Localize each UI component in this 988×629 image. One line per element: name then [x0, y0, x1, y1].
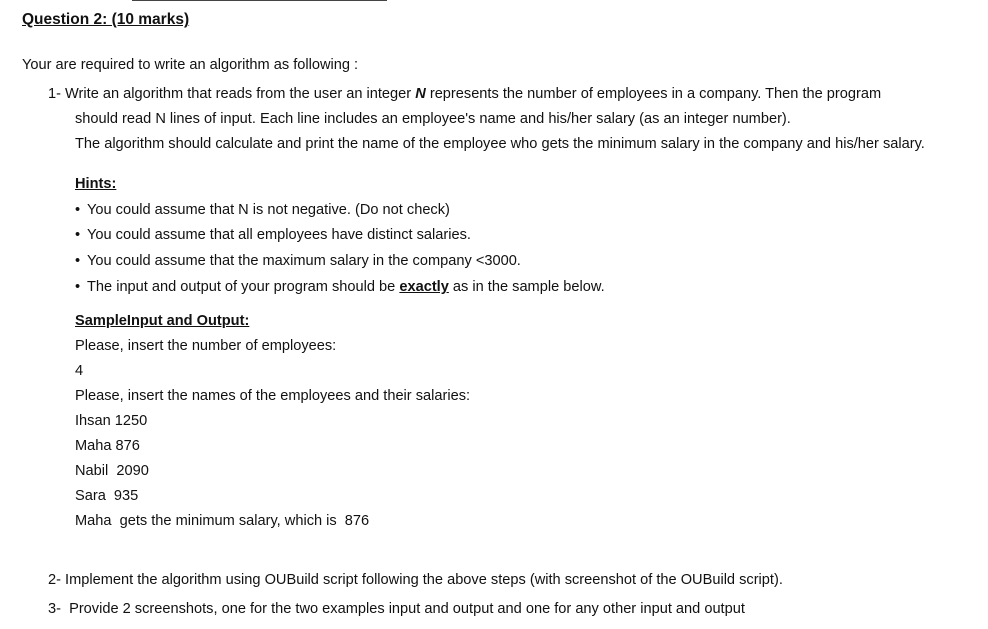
top-rule: [132, 0, 387, 1]
bullet-icon: •: [75, 253, 81, 269]
hint-item: • You could assume that all employees have distinct salaries.: [75, 227, 471, 243]
item1-line2: should read N lines of input. Each line includes an employee's name and his/her salary (as an integer number).: [75, 111, 791, 127]
bullet-icon: •: [75, 227, 81, 243]
item1-line1-before: Write an algorithm that reads from the user an integer: [65, 86, 412, 102]
item1-number: 1-: [48, 86, 61, 102]
sample-line: Maha gets the minimum salary, which is 876: [75, 513, 370, 529]
bullet-icon: •: [75, 279, 81, 295]
hint-item: • The input and output of your program should be exactly as in the sample below.: [75, 279, 605, 295]
item3-text: 3- Provide 2 screenshots, one for the two examples input and output and one for any other input and output: [48, 601, 745, 617]
sample-line: Ihsan 1250: [75, 413, 148, 429]
sample-line: Please, insert the number of employees:: [75, 338, 337, 354]
item1-var-n: N: [415, 86, 426, 102]
sample-line: Sara 935: [75, 488, 139, 504]
sample-line: Nabil 2090: [75, 463, 149, 479]
item1-line1-after: represents the number of employees in a company. Then the program: [429, 86, 882, 102]
hint-item: • You could assume that the maximum salary in the company <3000.: [75, 253, 521, 269]
emphasis-exactly: exactly: [399, 279, 449, 295]
hint-item: • You could assume that N is not negative. (Do not check): [75, 202, 450, 218]
intro-text: Your are required to write an algorithm as following :: [22, 57, 359, 73]
bullet-icon: •: [75, 202, 81, 218]
sample-line: Maha 876: [75, 438, 140, 454]
sample-line: 4: [75, 363, 84, 379]
hints-heading: Hints:: [75, 176, 117, 192]
item1-line1: [48, 85, 881, 103]
item1-line3: The algorithm should calculate and print the name of the employee who gets the minimum salary in the company and his/her salary.: [75, 136, 925, 152]
question-title: Question 2: (10 marks): [22, 11, 190, 28]
item2-text: 2- Implement the algorithm using OUBuild script following the above steps (with screenshot of the OUBuild script).: [48, 572, 783, 588]
sample-heading: SampleInput and Output:: [75, 313, 250, 329]
sample-line: Please, insert the names of the employees and their salaries:: [75, 388, 471, 404]
